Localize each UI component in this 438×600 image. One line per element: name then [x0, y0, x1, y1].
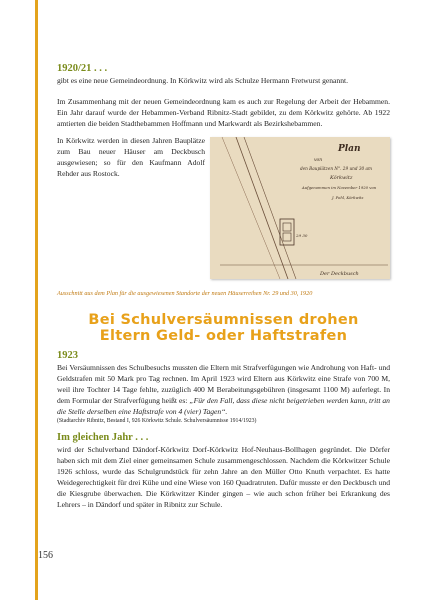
- paragraph-hebammen: Im Zusammenhang mit der neuen Gemeindeordnung kam es auch zur Regelung der Arbeit der Hebammen. Ein Jahr darauf wurde der Hebammen-Verband Ribnitz-Stadt gebildet, zu dem Körkwitz gehörte. Ab 1922 amtierten die beiden Stadthebammen Hoffmann und Markwardt als Bezirkshebammen.: [57, 97, 390, 128]
- paragraph-schulverband: wird der Schulverband Dändorf-Körkwitz Dorf-Körkwitz Hof-Neuhaus-Bollhagen gegründet. Die Dörfer haben sich mit dem Ziel einer gemeinsamen Schule zusammengeschlossen. Nachdem die Körkwitzer Schule 1926 schloss, wurde das Schulgrundstück für zehn Jahre an den Müller Otto Knuth verpachtet. Es hatte Weidegerechtigkeit für drei Kühe und eine Wiese von 160 Quadratruten. Dafür musste er den Deckbusch und die Kiesgrube überwachen. Die Körkwitzer Kinder gingen – wie auch schon früher bei Erkrankung des Lehrers – in Dändorf und später in Ribnitz zur Schule.: [57, 445, 390, 509]
- plan-drawing: [210, 137, 390, 279]
- strafverfuegung-quote: „Für den Fall, dass diese nicht beigetrieben werden kann, tritt an die Stelle derselben eine Haftstrafe von 4 (vier) Tagen“.: [57, 396, 390, 416]
- section-heading-gleiches-jahr: Im gleichen Jahr . . .: [57, 432, 149, 443]
- historic-plan-image: [210, 137, 390, 279]
- paragraph-schulversaeumnis: [57, 362, 390, 417]
- paragraph-bauplaetze: In Körkwitz werden in diesen Jahren Bauplätze zum Bau neuer Häuser am Deckbusch ausgewiesen; so für den Kaufmann Adolf Rehder aus Rostock.: [57, 136, 205, 178]
- paragraph-gemeindeordnung: gibt es eine neue Gemeindeordnung. In Körkwitz wird als Schulze Hermann Fretwurst genannt.: [57, 76, 349, 85]
- plan-plot-numbers: 29 30: [296, 233, 308, 238]
- page-content: [57, 63, 390, 510]
- section-heading-1923: 1923: [57, 350, 78, 361]
- margin-rule: [35, 0, 38, 600]
- plan-line-4: Aufgenommen im November 1920 von: [302, 185, 377, 190]
- plan-line-1: von: [314, 158, 323, 163]
- schulversaeumnis-text: Bei Versäumnissen des Schulbesuchs mussten die Eltern mit Strafverfügungen wie Androhung von Haft- und Geldstrafen mit 50 Mark pro Tag rechnen. Im April 1923 wird Eltern aus Körkwitz eine Strafe von 700 M, weil ihre Tochter 14 Tage fehlte, zuzüglich 400 M Berabeitungsgebühren (insgesamt 1100 M) auferlegt. In dem Formular der Strafverfügung heißt es:: [57, 363, 390, 405]
- headline-line-1: Bei Schulversäumnissen drohen: [88, 312, 359, 328]
- page-number: 156: [38, 550, 53, 561]
- plan-line-2: den Bauplätzen N°. 29 und 30 am: [300, 166, 372, 171]
- section-headline: [57, 312, 390, 344]
- headline-line-2: Eltern Geld- oder Haftstrafen: [99, 328, 348, 344]
- archive-source: (Stadtarchiv Ribnitz, Bestand I, 926 Körkwitz Schule. Schulversäumnisse 1914/1923): [57, 418, 257, 424]
- plan-label-bottom: Der Deckbusch: [320, 271, 359, 277]
- plan-line-5: J. Pohl, Körkwitz: [332, 195, 364, 200]
- plan-title: Plan: [338, 144, 361, 154]
- plan-row: [57, 135, 390, 279]
- plan-line-3: Körkwitz: [330, 175, 353, 181]
- section-heading-1920: 1920/21 . . .: [57, 63, 108, 74]
- plan-caption: Ausschnitt aus dem Plan für die ausgewiesenen Standorte der neuen Häuserreihen Nr. 29 und 30, 1920: [57, 290, 313, 297]
